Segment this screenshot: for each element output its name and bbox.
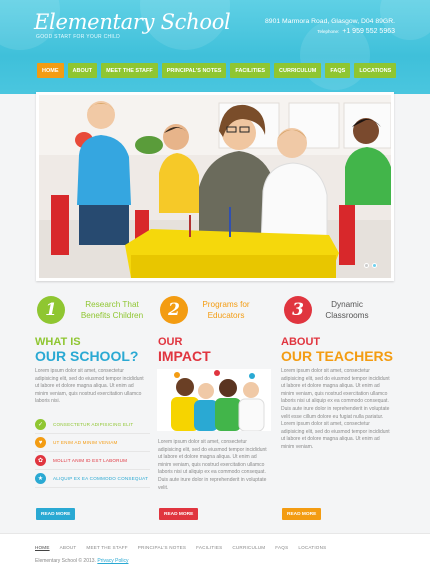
feature-number-2: 2 (160, 296, 188, 324)
our-school-list (35, 416, 150, 488)
site-tagline: GOOD START FOR YOUR CHILD (36, 34, 121, 40)
flower-icon: ✿ (35, 455, 46, 466)
title-line-1: OUR (158, 336, 183, 348)
impact-text: Lorem ipsum dolor sit amet, consectetur adipisicing elit, sed do eiusmod tempor incididunt ut labore et dolore magna aliqua. Ut enim ad minim veniam, quis nostrud exercitation ullamco laboris nisi ut aliquip ex ea commodo consequat. Duis aute irure dolor in reprehenderit in voluptate velit. (158, 439, 267, 491)
hero-image (39, 95, 391, 278)
feature-programs[interactable] (160, 296, 257, 324)
title-line-1: ABOUT (281, 336, 321, 348)
list-item-label: UT ENIM AD MINIM VENIAM (53, 440, 118, 445)
section-title-our-school (35, 335, 138, 363)
title-line-1: WHAT IS (35, 336, 81, 348)
phone-label: Telephone: (317, 29, 340, 34)
nav-item-faqs[interactable]: FAQS (325, 63, 350, 78)
footer-nav-about[interactable]: ABOUT (59, 545, 77, 550)
list-item[interactable] (35, 434, 150, 452)
classroom-illustration (39, 95, 391, 278)
feature-number-3: 3 (284, 296, 312, 324)
header-address: 8901 Marmora Road, Glasgow, D04 89GR. (265, 18, 395, 25)
feature-research[interactable] (37, 296, 152, 324)
star-icon: ★ (35, 473, 46, 484)
footer-nav (35, 545, 326, 550)
heart-icon: ♥ (35, 437, 46, 448)
privacy-policy-link[interactable]: Privacy Policy (97, 558, 129, 564)
list-item[interactable] (35, 416, 150, 434)
read-more-button-teachers[interactable]: READ MORE (282, 508, 321, 520)
footer-nav-facilities[interactable]: FACILITIES (196, 545, 223, 550)
nav-item-home[interactable]: HOME (37, 63, 64, 78)
check-icon: ✓ (35, 419, 46, 430)
footer-nav-faqs[interactable]: FAQS (275, 545, 289, 550)
site-logo[interactable]: Elementary School (34, 10, 231, 34)
slider-dot-2[interactable] (372, 263, 377, 268)
slider-dot-1[interactable] (364, 263, 369, 268)
list-item-label: MOLLIT ANIM ID EST LABORUM (53, 458, 128, 463)
slider-pagination (364, 263, 377, 268)
footer-nav-locations[interactable]: LOCATIONS (298, 545, 327, 550)
feature-classrooms[interactable] (284, 296, 375, 324)
nav-item-principals-notes[interactable]: PRINCIPAL'S NOTES (162, 63, 227, 78)
nav-item-meet-the-staff[interactable]: MEET THE STAFF (101, 63, 158, 78)
copyright (35, 558, 128, 564)
title-line-2: IMPACT (158, 348, 211, 364)
copyright-text: Elementary School © 2013. (35, 558, 96, 564)
section-title-impact (158, 335, 211, 363)
list-item[interactable] (35, 470, 150, 488)
feature-number-1: 1 (37, 296, 65, 324)
footer-nav-meet-the-staff[interactable]: MEET THE STAFF (86, 545, 128, 550)
section-title-teachers (281, 335, 393, 363)
read-more-button-impact[interactable]: READ MORE (159, 508, 198, 520)
our-school-text: Lorem ipsum dolor sit amet, consectetur adipisicing elit, sed do eiusmod tempor incididunt ut labore et dolore magna aliqua. Ut enim ad minim veniam, quis nostrud exercitation ullamco laboris nisi. (35, 368, 144, 405)
read-more-button-school[interactable]: READ MORE (36, 508, 75, 520)
hero-slider (36, 92, 394, 281)
feature-label: Programs for Educators (202, 300, 250, 320)
nav-item-facilities[interactable]: FACILITIES (230, 63, 270, 78)
phone-number: +1 959 552 5963 (342, 28, 395, 35)
main-nav (37, 63, 396, 78)
header-phone (317, 28, 395, 35)
list-item-label: ALIQUIP EX EA COMMODO CONSEQUAT (53, 476, 149, 481)
kids-illustration (157, 369, 271, 431)
nav-item-curriculum[interactable]: CURRICULUM (274, 63, 321, 78)
title-line-2: OUR SCHOOL? (35, 348, 139, 364)
teachers-text: Lorem ipsum dolor sit amet, consectetur adipisicing elit, sed do eiusmod tempor incididunt ut labore et dolore magna aliqua. Ut enim ad minim veniam, quis nostrud exercitation ullamco laboris nisi ut aliquip ex ea commodo consequat. Duis aute irure dolor in reprehenderit in voluptate velit esse cillum dolore eu fugiat nulla pariatur. Lorem ipsum dolor sit amet, consectetur adipisicing elit, sed do eiusmod tempor incididunt ut labore et dolore magna aliqua. Ut enim ad minim veniam. (281, 368, 390, 450)
site-footer (0, 533, 430, 579)
feature-label: Dynamic Classrooms (325, 300, 369, 320)
site-header (0, 0, 430, 94)
feature-label: Research That Benefits Children (80, 300, 144, 320)
nav-item-locations[interactable]: LOCATIONS (354, 63, 396, 78)
list-item-label: CONSECTETUR ADIPISICING ELIT (53, 422, 134, 427)
nav-item-about[interactable]: ABOUT (68, 63, 98, 78)
list-item[interactable] (35, 452, 150, 470)
footer-nav-principals-notes[interactable]: PRINCIPAL'S NOTES (137, 545, 187, 550)
footer-nav-home[interactable]: HOME (35, 545, 50, 550)
kids-photo (157, 369, 271, 431)
title-line-2: OUR TEACHERS (281, 348, 394, 364)
footer-nav-curriculum[interactable]: CURRICULUM (232, 545, 266, 550)
